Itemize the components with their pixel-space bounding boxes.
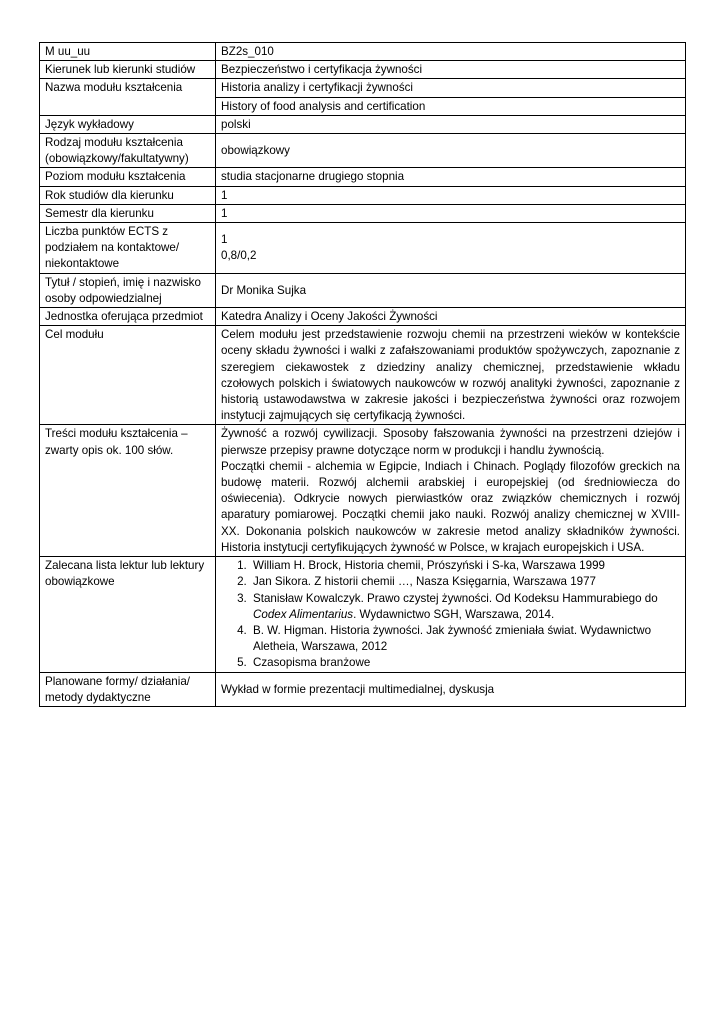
literature-item-3-tail: . Wydawnictwo SGH, Warszawa, 2014.: [353, 607, 555, 621]
table-row: [40, 223, 686, 274]
list-item: 2. Jan Sikora. Z historii chemii …, Nasza Księgarnia, Warszawa 1977: [250, 574, 680, 590]
literature-label: Zalecana lista lektur lub lektury obowiązkowe: [40, 557, 216, 672]
responsible-value: Dr Monika Sujka: [216, 273, 686, 307]
module-name-pl: Historia analizy i certyfikacji żywności: [216, 79, 686, 97]
field-of-study-label: Kierunek lub kierunki studiów: [40, 61, 216, 79]
table-row: [40, 557, 686, 672]
code-value: BZ2s_010: [216, 43, 686, 61]
table-row: [40, 134, 686, 168]
language-label: Język wykładowy: [40, 115, 216, 133]
table-row: [40, 204, 686, 222]
list-item: [250, 591, 680, 623]
ects-value: [216, 223, 686, 274]
contents-paragraph: Początki chemii - alchemia w Egipcie, Indiach i Chinach. Poglądy filozofów greckich na budowę materii. Rozwój alchemii arabskiej i europejskiej (od średniowiecza do oświecenia). Odkrycie nowych pierwiastków oraz związków chemicznych i rozwój aparatury pomiarowej. Początki chemii jako nauki. Rozwój analizy chemicznej w XVIII-XX. Dokonania polskich naukowców w zakresie metod analizy składników żywności. Historia instytucji certyfikujących żywność w Polsce, w krajach europejskich i USA.: [221, 459, 680, 554]
list-item: 4. B. W. Higman. Historia żywności. Jak żywność zmieniała świat. Wydawnictwo Aletheia, Warszawa, 2012: [250, 623, 680, 655]
semester-label: Semestr dla kierunku: [40, 204, 216, 222]
contents-value: [216, 425, 686, 557]
table-row: [40, 168, 686, 186]
table-row: [40, 61, 686, 79]
study-year-value: 1: [216, 186, 686, 204]
literature-list: [221, 558, 680, 671]
table-row: [40, 308, 686, 326]
contents-paragraph: Żywność a rozwój cywilizacji. Sposoby fałszowania żywności na przestrzeni dziejów i pierwsze przepisy prawne dotyczące norm w produkcji i handlu żywnością.: [221, 427, 680, 457]
module-name-label: Nazwa modułu kształcenia: [40, 79, 216, 115]
module-level-label: Poziom modułu kształcenia: [40, 168, 216, 186]
list-item: 1. William H. Brock, Historia chemii, Prószyński i S-ka, Warszawa 1999: [250, 558, 680, 574]
table-row: [40, 273, 686, 307]
study-year-label: Rok studiów dla kierunku: [40, 186, 216, 204]
methods-value: Wykład w formie prezentacji multimedialnej, dyskusja: [216, 672, 686, 706]
ects-label: Liczba punktów ECTS z podziałem na kontaktowe/ niekontaktowe: [40, 223, 216, 274]
module-description-table: [39, 42, 686, 707]
module-type-label: Rodzaj modułu kształcenia (obowiązkowy/fakultatywny): [40, 134, 216, 168]
table-row: [40, 43, 686, 61]
unit-value: Katedra Analizy i Oceny Jakości Żywności: [216, 308, 686, 326]
table-row: [40, 672, 686, 706]
responsible-label: Tytuł / stopień, imię i nazwisko osoby odpowiedzialnej: [40, 273, 216, 307]
code-label: M uu_uu: [40, 43, 216, 61]
table-row: [40, 425, 686, 557]
list-item: 5. Czasopisma branżowe: [250, 655, 680, 671]
aim-value: Celem modułu jest przedstawienie rozwoju chemii na przestrzeni wieków w kontekście oceny składu żywności i walki z zafałszowaniami produktów spożywczych, zapoznanie z szeregiem ciekawostek z dziedziny analizy chemicznej, przedstawienie wkładu czołowych polskich i światowych naukowców w rozwój analityki żywności, zapoznanie z historią ustawodawstwa w zakresie jakości i bezpieczeństwa żywności oraz rozwojem instytucji zajmujących się certyfikacją żywności.: [216, 326, 686, 425]
module-name-en: History of food analysis and certification: [216, 97, 686, 115]
module-type-value: obowiązkowy: [216, 134, 686, 168]
ects-total: 1: [221, 233, 228, 247]
methods-label: Planowane formy/ działania/ metody dydaktyczne: [40, 672, 216, 706]
table-row: [40, 326, 686, 425]
literature-value: [216, 557, 686, 672]
field-of-study-value: Bezpieczeństwo i certyfikacja żywności: [216, 61, 686, 79]
module-level-value: studia stacjonarne drugiego stopnia: [216, 168, 686, 186]
ects-split: 0,8/0,2: [221, 249, 257, 263]
table-row: [40, 79, 686, 97]
semester-value: 1: [216, 204, 686, 222]
literature-item-3-italic: Codex Alimentarius: [253, 607, 354, 621]
literature-item-3-text: Stanisław Kowalczyk. Prawo czystej żywności. Od Kodeksu Hammurabiego do: [253, 591, 658, 605]
table-row: [40, 115, 686, 133]
table-row: [40, 186, 686, 204]
unit-label: Jednostka oferująca przedmiot: [40, 308, 216, 326]
contents-label: Treści modułu kształcenia – zwarty opis ok. 100 słów.: [40, 425, 216, 557]
language-value: polski: [216, 115, 686, 133]
aim-label: Cel modułu: [40, 326, 216, 425]
